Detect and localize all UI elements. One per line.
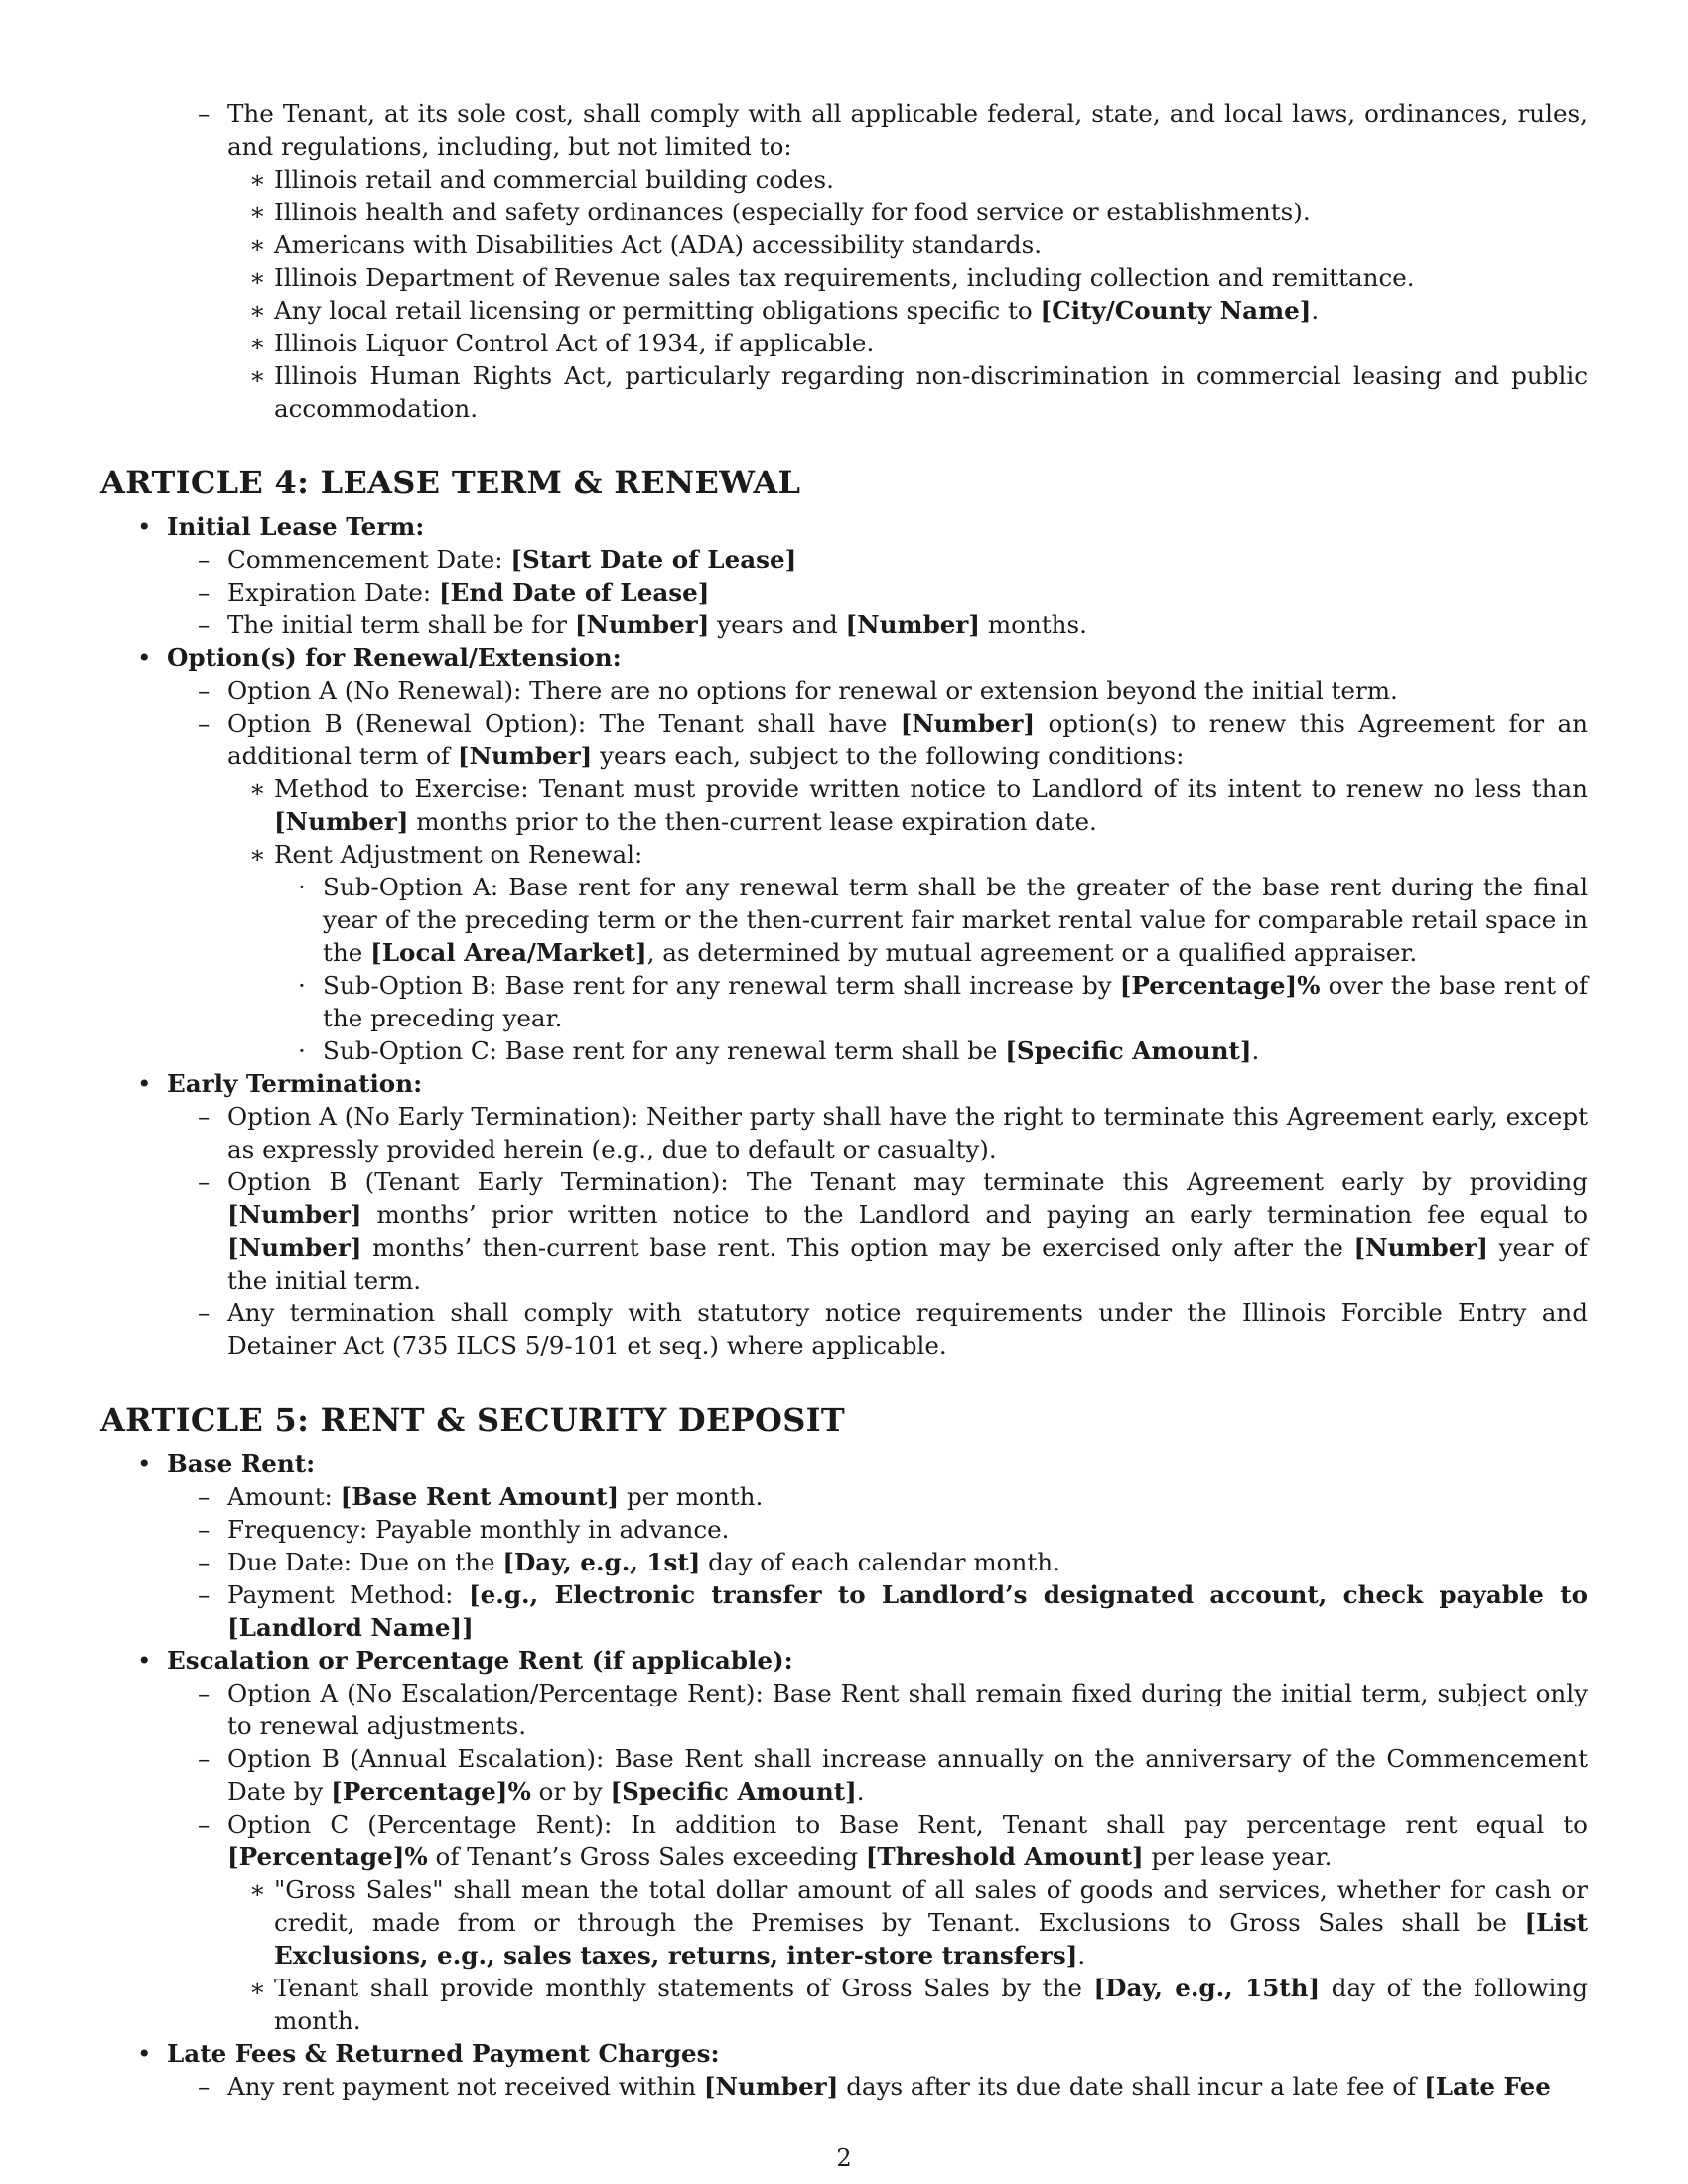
page-number: 2 — [836, 2144, 852, 2172]
list-item: · Sub-Option A: Base rent for any renewal term shall be the greater of the base rent during the final year of the preceding term or the then-current fair market rental value for comparable retail space in the [Local Area/Market], as determined by mutual agreement or a qualified appraiser. — [298, 873, 1588, 967]
compliance-intro: – The Tenant, at its sole cost, shall comply with all applicable federal, state, and local laws, ordinances, rules, and regulations, including, but not limited to: — [198, 99, 1588, 161]
section-late-fees: • Late Fees & Returned Payment Charges: — [137, 2039, 720, 2068]
list-item: ∗ Americans with Disabilities Act (ADA) accessibility standards. — [249, 230, 1043, 259]
section-initial-term: • Initial Lease Term: — [137, 512, 425, 541]
section-early-termination: • Early Termination: — [137, 1069, 423, 1098]
list-item: – Expiration Date: [End Date of Lease] — [198, 578, 710, 607]
list-item: ∗ Illinois health and safety ordinances (especially for food service or establishments). — [249, 198, 1311, 226]
list-item: – Option B (Annual Escalation): Base Rent shall increase annually on the anniversary of the Commencement Date by [Percentage]% or by [Specific Amount]. — [198, 1744, 1588, 1806]
list-item: – Commencement Date: [Start Date of Lease] — [198, 545, 797, 574]
list-item: – Payment Method: [e.g., Electronic transfer to Landlord’s designated account, check payable to [Landlord Name]] — [198, 1580, 1589, 1642]
list-item: · Sub-Option B: Base rent for any renewal term shall increase by [Percentage]% over the base rent of the preceding year. — [298, 971, 1588, 1032]
list-item: – Due Date: Due on the [Day, e.g., 1st] day of each calendar month. — [198, 1548, 1060, 1576]
list-item: – Any termination shall comply with statutory notice requirements under the Illinois Forcible Entry and Detainer Act (735 ILCS 5/9-101 et seq.) where applicable. — [198, 1298, 1588, 1360]
list-item: – The initial term shall be for [Number] years and [Number] months. — [198, 611, 1087, 639]
section-escalation: • Escalation or Percentage Rent (if applicable): — [137, 1646, 793, 1675]
list-item: ∗ "Gross Sales" shall mean the total dollar amount of all sales of goods and services, whether for cash or credit, made from or through the Premises by Tenant. Exclusions to Gross Sales shall be [List Exclusions, e.g., sales taxes, returns, inter-store transfers]. — [249, 1875, 1588, 1970]
article-5-heading: ARTICLE 5: RENT & SECURITY DEPOSIT — [100, 1401, 845, 1438]
list-item: – Amount: [Base Rent Amount] per month. — [198, 1482, 764, 1511]
list-item: – Any rent payment not received within [Number] days after its due date shall incur a late fee of [Late Fee — [198, 2072, 1551, 2101]
list-item: ∗ Method to Exercise: Tenant must provide written notice to Landlord of its intent to renew no less than [Number] months prior to the then-current lease expiration date. — [249, 774, 1588, 836]
section-renewal: • Option(s) for Renewal/Extension: — [137, 643, 622, 672]
article-4-heading: ARTICLE 4: LEASE TERM & RENEWAL — [100, 464, 801, 501]
list-item: ∗ Illinois Human Rights Act, particularly regarding non-discrimination in commercial leasing and public accommodation. — [249, 361, 1588, 423]
list-item: ∗ Tenant shall provide monthly statements of Gross Sales by the [Day, e.g., 15th] day of the following month. — [249, 1974, 1588, 2035]
dash-marker: – — [198, 99, 211, 128]
list-item: – Option C (Percentage Rent): In addition to Base Rent, Tenant shall pay percentage rent equal to [Percentage]% of Tenant’s Gross Sales exceeding [Threshold Amount] per lease year. — [198, 1810, 1588, 1871]
list-item: · Sub-Option C: Base rent for any renewal term shall be [Specific Amount]. — [298, 1036, 1260, 1065]
list-item: ∗ Illinois Department of Revenue sales tax requirements, including collection and remittance. — [249, 263, 1415, 292]
list-item: ∗ Rent Adjustment on Renewal: — [249, 840, 643, 869]
list-item: – Option A (No Escalation/Percentage Rent): Base Rent shall remain fixed during the initial term, subject only to renewal adjustments. — [198, 1679, 1588, 1740]
list-item: – Option A (No Early Termination): Neither party shall have the right to terminate this Agreement early, except as expressly provided herein (e.g., due to default or casualty). — [198, 1102, 1588, 1163]
list-item: ∗ Any local retail licensing or permitting obligations specific to [City/County Name]. — [249, 296, 1320, 325]
list-item: – Option B (Tenant Early Termination): The Tenant may terminate this Agreement early by providing [Number] months’ prior written notice to the Landlord and paying an early termination fee equal to [Number] months’ then-current base rent. This option may be exercised only after the [Number] year of the initial term. — [198, 1167, 1588, 1295]
document-page — [100, 97, 1588, 2103]
list-item: – Option B (Renewal Option): The Tenant shall have [Number] option(s) to renew this Agreement for an additional term of [Number] years each, subject to the following conditions: — [198, 709, 1588, 770]
list-item: – Option A (No Renewal): There are no options for renewal or extension beyond the initial term. — [198, 676, 1398, 705]
section-base-rent: • Base Rent: — [137, 1449, 316, 1478]
list-item: ∗ Illinois Liquor Control Act of 1934, if applicable. — [249, 329, 875, 357]
list-item: – Frequency: Payable monthly in advance. — [198, 1515, 730, 1544]
list-item: ∗ Illinois retail and commercial building codes. — [249, 165, 834, 194]
